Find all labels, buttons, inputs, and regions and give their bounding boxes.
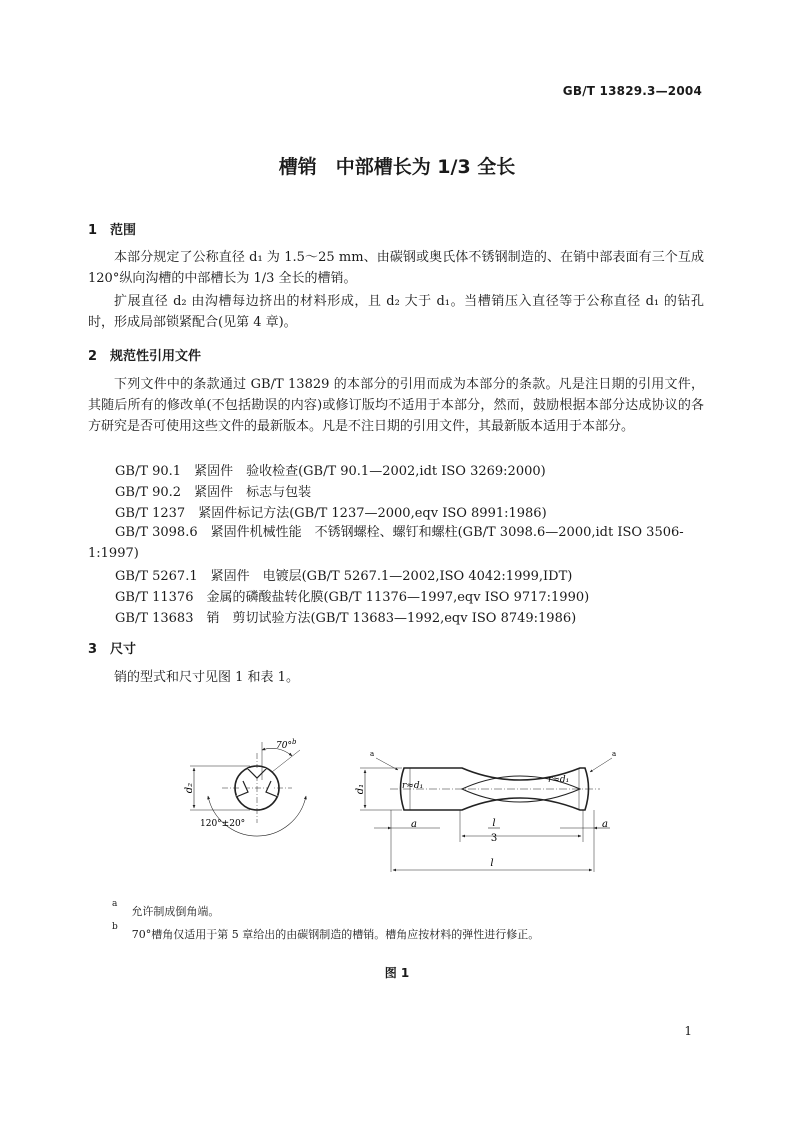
page-title: 槽销 中部槽长为 1/3 全长 xyxy=(278,156,516,178)
d1-label: d₁ xyxy=(355,783,366,795)
footnote-mark: a xyxy=(112,899,118,910)
l-over-3-denominator: 3 xyxy=(490,833,498,844)
reference-item: GB/T 90.1 紧固件 验收检查(GB/T 90.1—2002,idt ISO 3269:2000) xyxy=(115,464,546,479)
section-1-paragraph-1: 本部分规定了公称直径 d₁ 为 1.5～25 mm、由碳钢或奥氏体不锈钢制造的、在销中部表面有三个互成 120°纵向沟槽的中部槽长为 1/3 全长的槽销。 xyxy=(88,250,704,286)
section-1-paragraph-2: 扩展直径 d₂ 由沟槽每边挤出的材料形成，且 d₂ 大于 d₁。当槽销压入直径等于公称直径 d₁ 的钻孔时，形成局部锁紧配合(见第 4 章)。 xyxy=(88,294,704,330)
footnote-text: 70°槽角仅适用于第 5 章给出的由碳钢制造的槽销。槽角应按材料的弹性进行修正。 xyxy=(131,928,540,941)
reference-item: GB/T 11376 金属的磷酸盐转化膜(GB/T 11376—1997,eqv ISO 9717:1990) xyxy=(115,590,590,605)
angle-120-label: 120°±20° xyxy=(200,819,246,829)
section-number: 1 xyxy=(88,223,98,238)
note-a-marker-left: a xyxy=(370,750,375,758)
radius-label-left: r≈d₁ xyxy=(402,781,424,791)
reference-item: GB/T 90.2 紧固件 标志与包装 xyxy=(115,485,312,500)
section-title: 规范性引用文件 xyxy=(110,349,202,364)
figure-caption: 图 1 xyxy=(384,966,410,980)
reference-item: GB/T 3098.6 紧固件机械性能 不锈钢螺栓、螺钉和螺柱(GB/T 3098.6—2000,idt ISO 3506-1:1997) xyxy=(88,525,684,561)
angle-70-label: 70°$^b$ xyxy=(276,738,297,751)
reference-item: GB/T 5267.1 紧固件 电镀层(GB/T 5267.1—2002,ISO 4042:1999,IDT) xyxy=(115,569,573,584)
standard-number: GB/T 13829.3—2004 xyxy=(562,84,702,98)
section-number: 3 xyxy=(88,642,98,657)
footnote-a xyxy=(112,899,220,919)
section-1-heading xyxy=(88,219,136,238)
section-3-paragraph-1: 销的型式和尺寸见图 1 和表 1。 xyxy=(114,670,299,685)
section-2-heading xyxy=(88,345,201,364)
note-a-marker-right: a xyxy=(612,750,617,758)
page-number: 1 xyxy=(684,1024,692,1038)
side-view xyxy=(360,758,612,872)
a-label-left: a xyxy=(411,819,417,830)
groove-top xyxy=(247,768,267,778)
section-2-paragraph-1: 下列文件中的条款通过 GB/T 13829 的本部分的引用而成为本部分的条款。凡是注日期的引用文件，其随后所有的修改单(不包括勘误的内容)或修订版均不适用于本部分，然而，鼓励根据本部分达成协议的各方研究是否可使用这些文件的最新版本。凡是不注日期的引用文件，其最新版本适用于本部分。 xyxy=(88,377,704,434)
groove-right xyxy=(266,781,278,797)
figure-1-drawing xyxy=(0,720,794,900)
leader-line xyxy=(272,750,300,772)
leader-note-a-right xyxy=(590,758,612,772)
l-label: l xyxy=(490,858,494,869)
d2-label: d₂ xyxy=(184,782,195,794)
section-3-heading xyxy=(88,638,136,657)
section-number: 2 xyxy=(88,349,98,364)
footnote-b xyxy=(112,922,540,942)
reference-item: GB/T 13683 销 剪切试验方法(GB/T 13683—1992,eqv ISO 8749:1986) xyxy=(115,611,577,626)
radius-label-right: r≈d₁ xyxy=(548,775,570,785)
groove-left xyxy=(236,781,248,797)
reference-item: GB/T 1237 紧固件标记方法(GB/T 1237—2000,eqv ISO 8991:1986) xyxy=(115,506,547,521)
section-title: 范围 xyxy=(110,223,137,238)
footnote-text: 允许制成倒角端。 xyxy=(131,905,220,918)
a-label-right: a xyxy=(602,819,608,830)
footnote-mark: b xyxy=(112,922,118,933)
l-over-3-numerator: l xyxy=(492,818,496,829)
section-title: 尺寸 xyxy=(110,642,137,657)
